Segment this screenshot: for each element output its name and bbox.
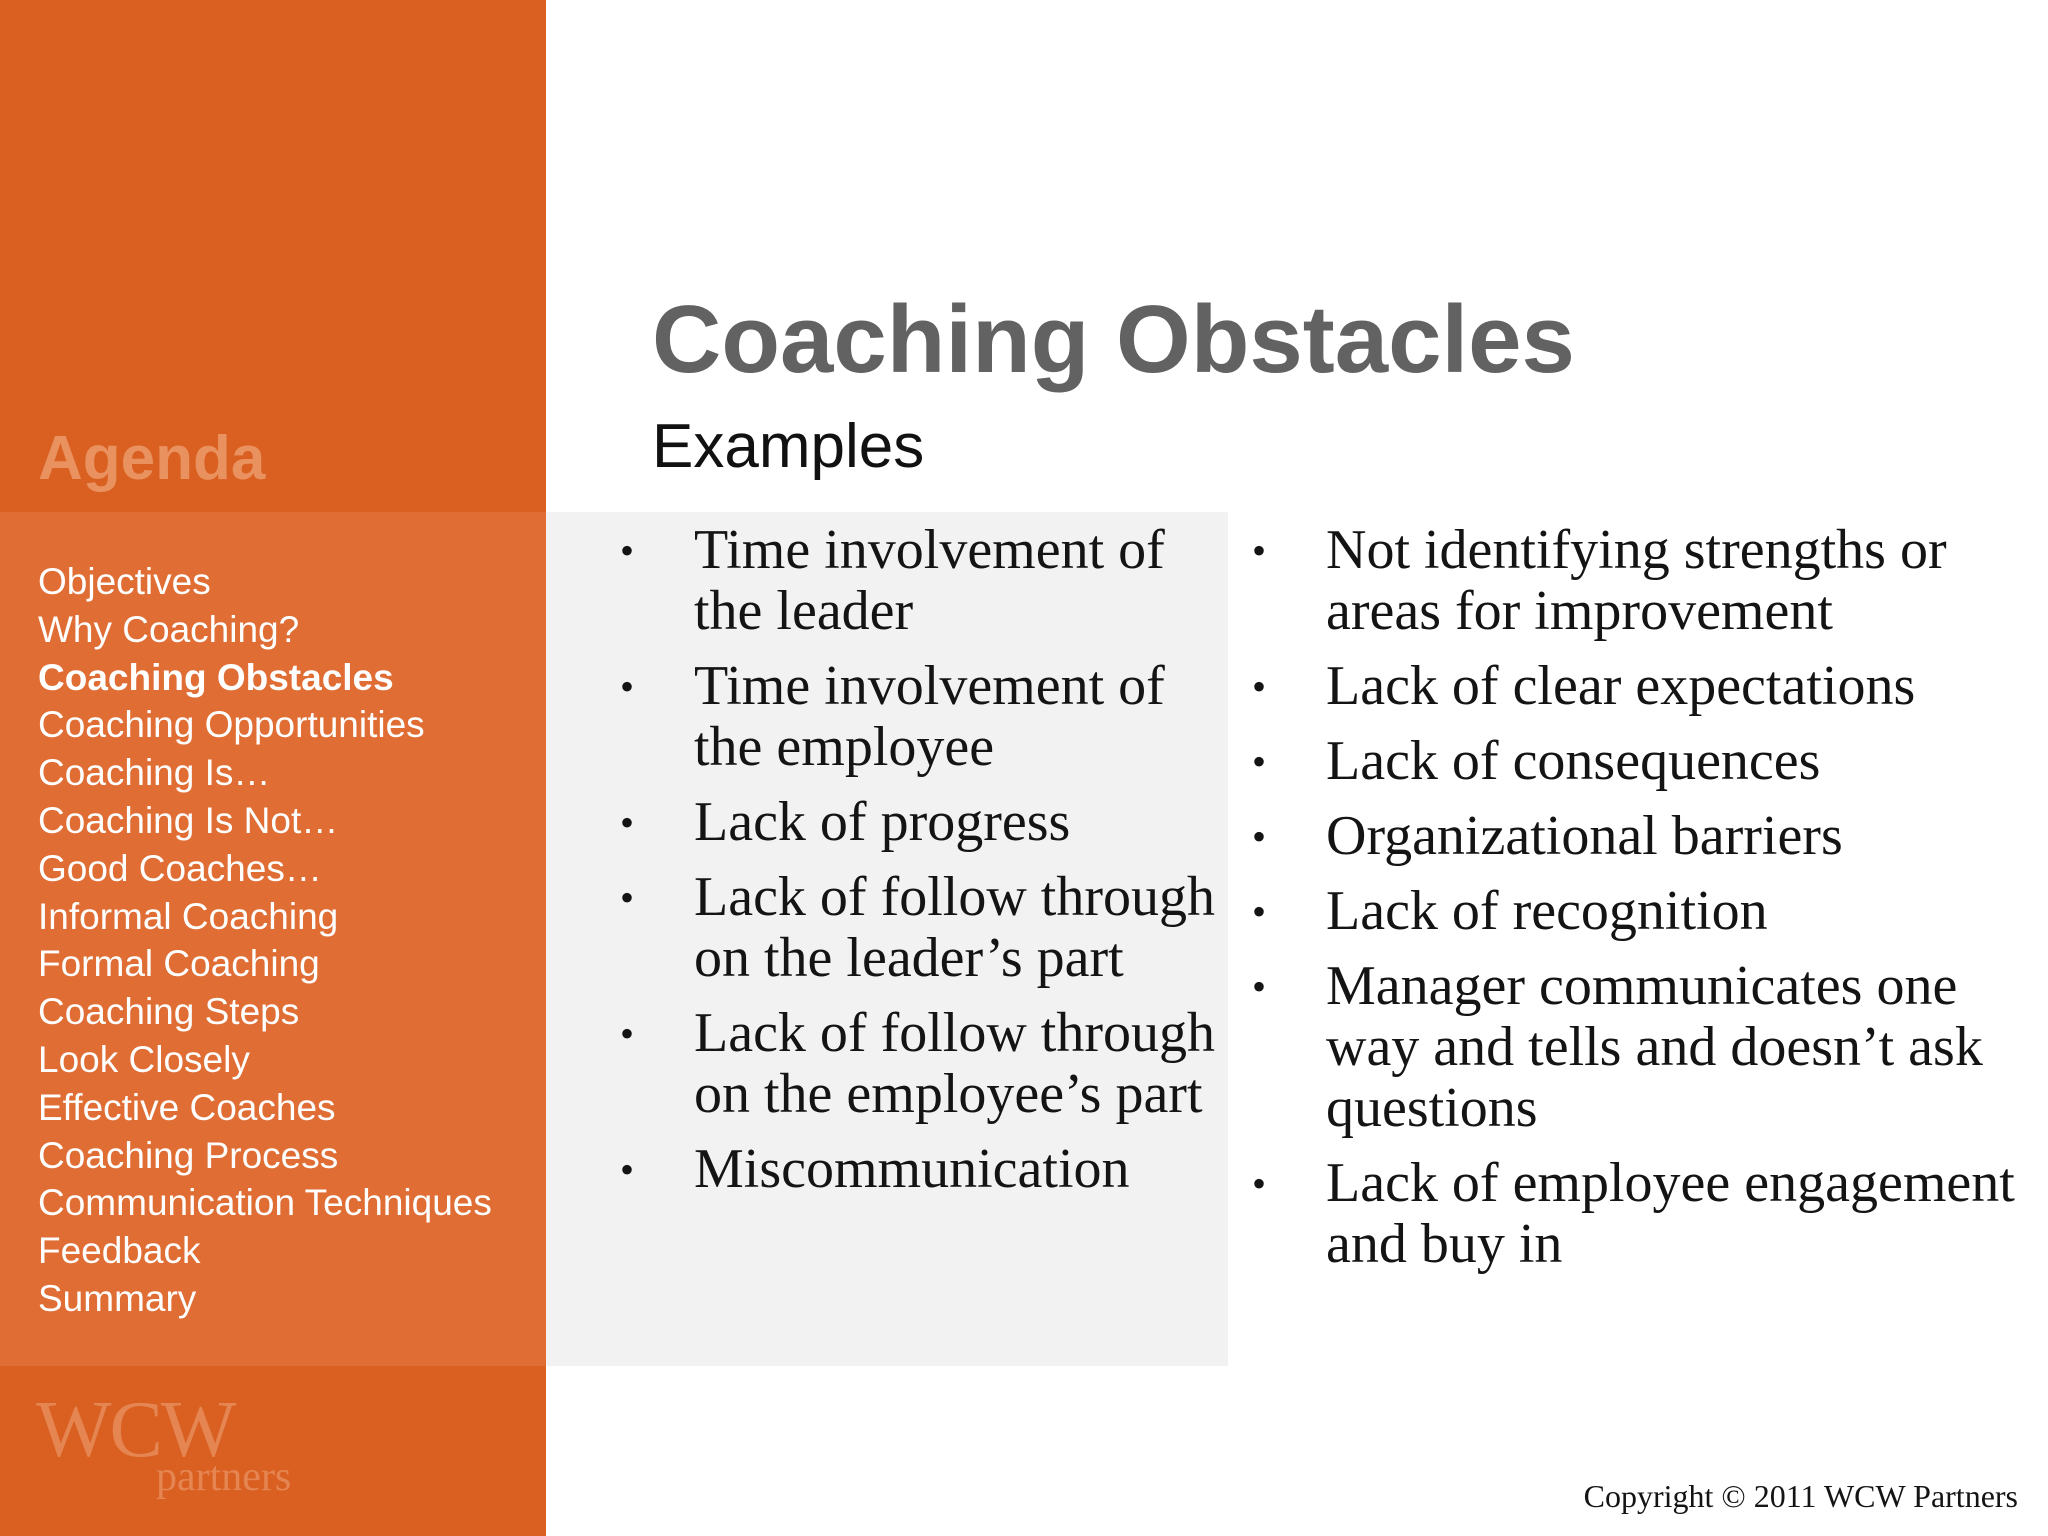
bullet-item: [1246, 731, 2046, 792]
agenda-sidebar: [0, 0, 546, 1536]
bullet-marker: •: [1252, 814, 1267, 859]
agenda-item-coaching-is[interactable]: Coaching Is…: [38, 752, 271, 794]
logo-sub-text: partners: [156, 1454, 292, 1500]
agenda-item-formal-coaching[interactable]: Formal Coaching: [38, 943, 320, 985]
bullet-item: [1246, 1153, 2046, 1275]
logo-main-text: WCW: [36, 1386, 235, 1474]
bullet-item: [614, 867, 1234, 989]
bullet-text: Lack of consequences: [1326, 730, 1821, 792]
bullet-marker: •: [620, 528, 635, 573]
bullet-text: Time involvement of the leader: [694, 519, 1165, 642]
agenda-item-coaching-obstacles[interactable]: Coaching Obstacles: [38, 656, 394, 698]
bullet-item: [1246, 806, 2046, 867]
bullet-text: Lack of progress: [694, 791, 1071, 853]
bullet-text: Lack of employee engagement and buy in: [1326, 1152, 2015, 1275]
bullet-marker: •: [620, 800, 635, 845]
agenda-item-look-closely[interactable]: Look Closely: [38, 1038, 250, 1080]
bullet-marker: •: [1252, 739, 1267, 784]
bullet-text: Organizational barriers: [1326, 805, 1843, 867]
wcw-partners-logo: [36, 1386, 336, 1510]
agenda-item-coaching-opportunities[interactable]: Coaching Opportunities: [38, 704, 425, 746]
bullet-text: Lack of recognition: [1326, 880, 1768, 942]
bullet-text: Miscommunication: [694, 1138, 1130, 1200]
agenda-item-coaching-steps[interactable]: Coaching Steps: [38, 991, 300, 1033]
bullet-marker: •: [620, 1147, 635, 1192]
bullet-text: Manager communicates one way and tells and doesn’t ask questions: [1326, 955, 1983, 1139]
bullet-item: [614, 792, 1234, 853]
bullet-marker: •: [1252, 1161, 1267, 1206]
bullet-item: [614, 1003, 1234, 1125]
agenda-title: Agenda: [38, 424, 266, 493]
bullet-item: [1246, 881, 2046, 942]
agenda-item-feedback[interactable]: Feedback: [38, 1230, 201, 1272]
bullet-text: Not identifying strengths or areas for improvement: [1326, 519, 1947, 642]
bullet-marker: •: [620, 875, 635, 920]
bullet-text: Time involvement of the employee: [694, 655, 1165, 778]
bullet-text: Lack of follow through on the leader’s part: [694, 866, 1215, 989]
slide-subtitle: Examples: [652, 412, 925, 481]
left-bullet-list: [614, 520, 1234, 1214]
right-bullet-list: [1246, 520, 2046, 1289]
bullet-marker: •: [1252, 889, 1267, 934]
agenda-item-communication-techniques[interactable]: Communication Techniques: [38, 1182, 492, 1224]
bullet-marker: •: [620, 1011, 635, 1056]
bullet-item: [614, 656, 1234, 778]
agenda-item-coaching-process[interactable]: Coaching Process: [38, 1134, 339, 1176]
bullet-item: [1246, 956, 2046, 1139]
agenda-item-good-coaches[interactable]: Good Coaches…: [38, 847, 322, 889]
agenda-item-informal-coaching[interactable]: Informal Coaching: [38, 895, 339, 937]
agenda-item-why-coaching[interactable]: Why Coaching?: [38, 608, 300, 650]
bullet-marker: •: [1252, 664, 1267, 709]
bullet-item: [1246, 520, 2046, 642]
bullet-item: [614, 1139, 1234, 1200]
bullet-text: Lack of clear expectations: [1326, 655, 1916, 717]
bullet-marker: •: [1252, 964, 1267, 1009]
agenda-item-summary[interactable]: Summary: [38, 1277, 197, 1319]
agenda-item-objectives[interactable]: Objectives: [38, 561, 211, 602]
agenda-item-coaching-is-not[interactable]: Coaching Is Not…: [38, 799, 339, 841]
slide-title: Coaching Obstacles: [652, 286, 1575, 393]
copyright-notice: Copyright © 2011 WCW Partners: [1583, 1478, 2018, 1514]
agenda-list: [38, 558, 538, 1323]
agenda-item-effective-coaches[interactable]: Effective Coaches: [38, 1086, 336, 1128]
bullet-item: [614, 520, 1234, 642]
bullet-item: [1246, 656, 2046, 717]
bullet-marker: •: [620, 664, 635, 709]
bullet-text: Lack of follow through on the employee’s part: [694, 1002, 1215, 1125]
bullet-marker: •: [1252, 528, 1267, 573]
